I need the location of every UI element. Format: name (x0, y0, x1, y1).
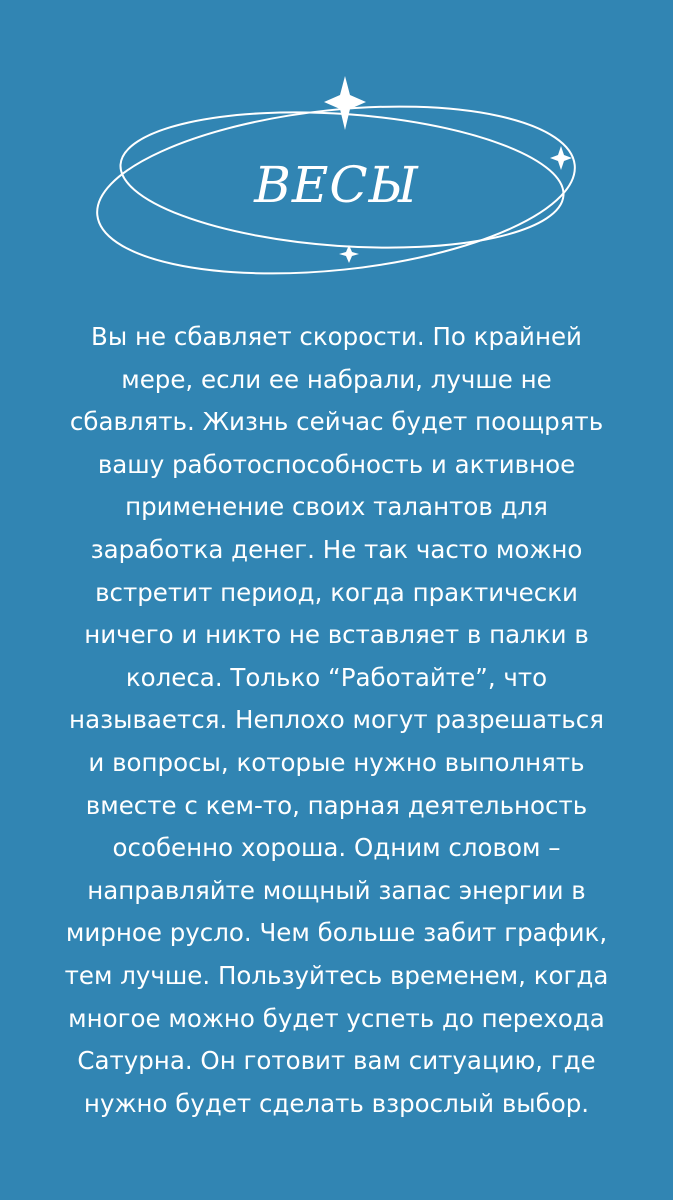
page-title: ВЕСЫ (254, 156, 419, 214)
star-large-icon (324, 76, 366, 130)
horoscope-text: Вы не сбавляет скорости. По крайней мере, если ее набрали, лучше не сбавлять. Жизнь сейчас будет поощрять вашу работоспособность и активное применение своих талантов для заработка денег. Не так часто можно встретит период, когда практически ничего и никто не вставляет в палки в колеса. Только “Работайте”, что называется. Неплохо могут разрешаться и вопросы, которые нужно выполнять вместе с кем-то, парная деятельность особенно хороша. Одним словом – направляйте мощный запас энергии в мирное русло. Чем больше забит график, тем лучше. Пользуйтесь временем, когда многое можно будет успеть до перехода Сатурна. Он готовит вам ситуацию, где нужно будет сделать взрослый выбор. (64, 322, 609, 1118)
